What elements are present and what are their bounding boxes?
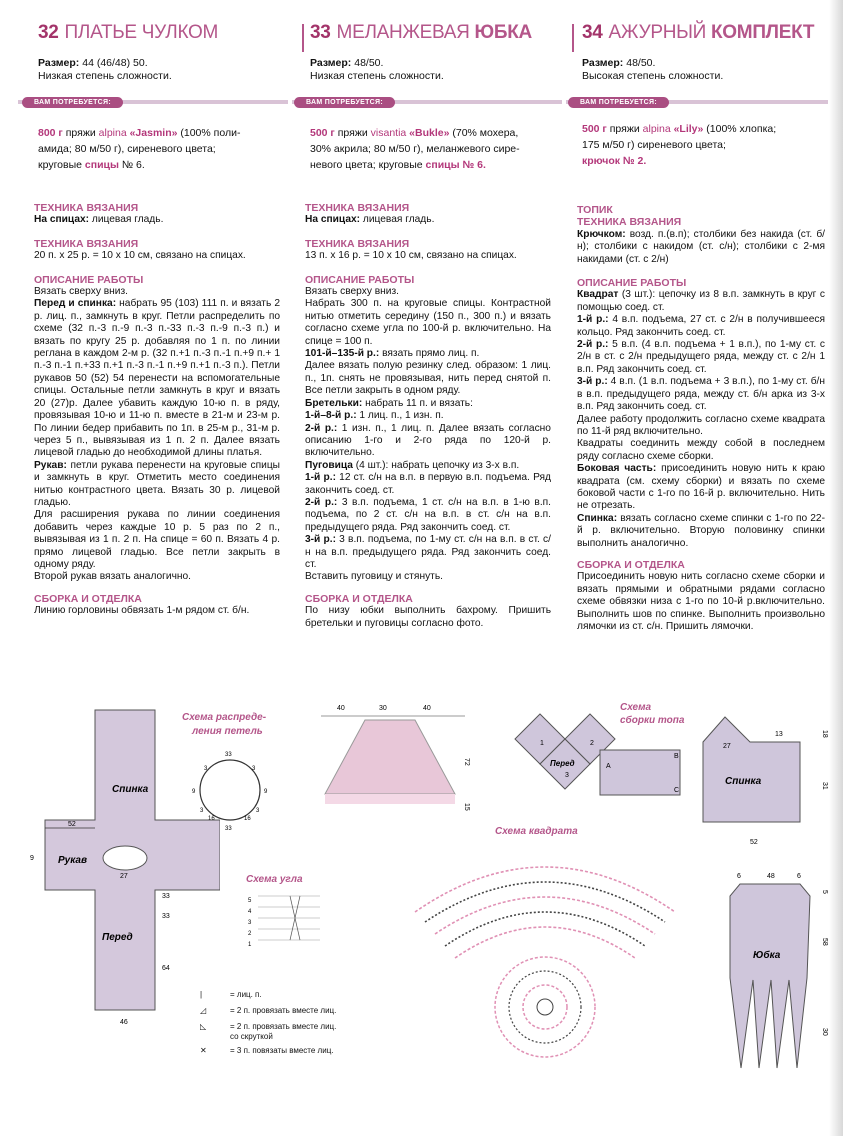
pattern-32-title [38,22,218,44]
square-number: 1 [540,740,544,747]
column-34-body: ТОПИК ТЕХНИКА ВЯЗАНИЯ Крючком: возд. п.(в.п); столбики без накида (ст. б/н); столбики с накидом (ст. с/н); столбики с 2-мя накидами (ст. с 2/н) ОПИСАНИЕ РАБОТЫ Квадрат (3 шт.): цепочку из 8 в.п. замкнуть в круг с помощью соед. ст. 1-й р.: 4 в.п. подъема, 27 ст. с 2/н в получившееся кольцо. Ряд закончить соед. ст. 2-й р.: 5 в.п. (4 в.п. подъема + 1 в.п.), по 1-му ст. с 2/н в ст. с 2/н предыдущего ряда, между ст. с 2/н 1 в.п. Ряд закончить соед. ст. 3-й р.: 4 в.п. (1 в.п. подъема + 3 в.п.), по 1-му ст. б/н в в.п. предыдущего ряда, между ст. б/н арка из 3-х в.п. Ряд закончить соед. ст. Далее работу продолжить согласно схеме квадрата по 11-й ряд включительно. Квадраты соединить между собой в последнем ряду согласно схеме сборки. Боковая часть: присоединить новую нить к краю квадрата (см. схему сборки) и вязать по схеме боковой части с 1-го по 16-й р. включительно. Нить не отрезать. Спинка: вязать согласно схеме спинки с 1-го по 22-й р. включительно. Вторую половинку спинки выполнить аналогично. СБОРКА И ОТДЕЛКА Присоединить новую нить согласно схеме сборки и вязать прямыми и обратными рядами согласно схеме обвязки низа с 1-го по 10-й р.включительно. Выполнить шов по спинке. Выполнить произвольно лямочки из ст. с/н. Пришить лямочки. [577,204,825,632]
section-heading: ТЕХНИКА ВЯЗАНИЯ [577,216,682,229]
section-heading: ТЕХНИКА ВЯЗАНИЯ [34,202,139,214]
count-label: 33 [225,826,232,832]
pattern-number: 34 [582,22,603,43]
section-heading: ОПИСАНИЕ РАБОТЫ [305,273,415,286]
row-number: 4 [248,909,252,915]
point-a: A [606,763,611,770]
title-part: КОМПЛЕКТ [711,22,815,43]
dim-40: 40 [337,705,345,712]
dim-31: 31 [821,782,828,790]
dim-5: 5 [821,890,828,894]
knit-stitch-icon: | [200,990,203,999]
dim-52: 52 [68,821,76,828]
dim-27: 27 [723,743,731,750]
dim-6: 6 [737,873,741,880]
title-part: ЮБКА [474,22,532,43]
size-info: Размер: 48/50. Низкая степень сложности. [310,57,444,82]
section-heading: СБОРКА И ОТДЕЛКА [577,558,685,571]
count-label: 9 [264,789,268,795]
section-heading: ОПИСАНИЕ РАБОТЫ [34,273,144,286]
row-number: 1 [248,942,252,948]
section-heading: СБОРКА И ОТДЕЛКА [305,592,413,605]
dim-33: 33 [162,913,170,920]
dim-27: 27 [120,873,128,880]
materials-text: 800 г пряжи alpina «Jasmin» (100% поли- амида; 80 м/50 г), сиреневого цвета; круговые спицы № 6. [38,127,241,171]
diagram-title: ления петель [192,726,263,737]
pattern-33-title [310,22,532,44]
dim-48: 48 [767,873,775,880]
dim-33: 33 [162,893,170,900]
count-label: 3 [200,808,204,814]
pattern-number: 33 [310,22,331,43]
count-label: 3 [256,808,260,814]
section-heading: ТЕХНИКА ВЯЗАНИЯ [305,237,410,250]
count-label: 16 [244,816,251,822]
materials-text: 500 г пряжи alpina «Lily» (100% хлопка; 175 м/50 г) сиреневого цвета; крючок № 2. [582,123,777,167]
knit-three-together-icon: ✕ [200,1046,207,1055]
diagram-title: Схема квадрата [495,826,578,837]
dim-18: 18 [821,730,828,738]
count-label: 9 [192,789,196,795]
count-label: 3 [204,766,208,772]
dim-64: 64 [162,965,170,972]
symbol-legend: | = лиц. п. ◿ = 2 п. провязать вместе лиц. ◺ = 2 п. провязать вместе лиц. со скруткой ✕ = 3 п. повязаты вместе лиц. [200,990,336,1062]
count-label: 16 [208,816,215,822]
back-label: Спинка [112,784,149,795]
header-divider [302,24,304,52]
title-part: АЖУРНЫЙ [608,22,707,43]
row-number: 5 [248,898,252,904]
materials-badge: ВАМ ПОТРЕБУЕТСЯ: [22,97,123,108]
pattern-number: 32 [38,22,59,43]
section-heading: ТОПИК [577,204,613,216]
pattern-34-title [582,22,814,44]
dim-9: 9 [30,855,34,862]
diagram-title: Схема распреде- [182,712,267,723]
section-heading: ОПИСАНИЕ РАБОТЫ [577,277,687,290]
corner-scheme-diagram [240,870,330,950]
front-label: Перед [102,932,133,943]
skirt-pattern-diagram [725,868,835,1088]
dim-30: 30 [821,1028,828,1036]
top-assembly-diagram [510,700,700,820]
dim-30: 30 [379,705,387,712]
top-back-diagram [695,712,835,852]
square-number: 2 [590,740,594,747]
size-info: Размер: 48/50. Высокая степень сложности. [582,57,724,82]
square-crochet-chart [395,822,695,1067]
size-info: Размер: 44 (46/48) 50. Низкая степень сложности. [38,57,172,82]
diagram-title: сборки топа [620,715,685,726]
row-number: 2 [248,931,252,937]
column-32-body: ТЕХНИКА ВЯЗАНИЯ На спицах: лицевая гладь. ТЕХНИКА ВЯЗАНИЯ 20 п. х 25 р. = 10 х 10 см, связано на спицах. ОПИСАНИЕ РАБОТЫ Вязать сверху вниз. Перед и спинка: набрать 95 (103) 111 п. и вязать 2 р. лиц. п., замкнуть в круг. Петли распределить по схеме (32 п.-3 п.-9 п.-3 п.-33 п.-3 п.-9 п.-3 п.) и вязать по кругу 25 р. добавляя по 1 п. по линии реглана в каждом 2-м р. (32 п.+1 п.-3 п.-1 п.+9 п.+ 1 п.-3 п.-1 п.+33 п.+1 п.-3 п.-1 п.+9 п.+1 п.-3 п.). Петли рукавов 50 (52) 54 перенести на вспомогательные спицы. Остальные петли замкнуть в круг и вязать 20 (27)р. Далее убавить каждую 10-ю п. в ряду, провязывая 10-ю и 11-ю п. вместе в 21-м и 23-м р. По линии бедер прибавить по 1п. в 25-м р., 31-м р. через 5 п., вывязывая из 1 п. 2 п. Далее вязать лицевой гладью до необходимой длины платья. Рукав: петли рукава перенести на круговые спицы и замкнуть в круг. Отметить место соединения нитью контрастного цвета. Вязать 30 р. лицевой гладью. Для расширения рукава по линии соединения добавить через каждые 10 р. 5 раз по 2 п., вывязывая из 1 п. 2 п. На спице = 60 п. Вязать 4 р. прямо лицевой гладью. Все петли закрыть в одному ряду. Второй рукав вязать аналогично. СБОРКА И ОТДЕЛКА Линию горловины обвязать 1-м рядом ст. б/н. [34,202,280,617]
title-part: МЕЛАНЖЕВАЯ [336,22,470,43]
stitch-distribution-diagram [170,708,300,838]
dim-46: 46 [120,1019,128,1026]
skirt-label: Юбка [753,950,781,961]
materials-badge: ВАМ ПОТРЕБУЕТСЯ: [568,97,669,108]
knit-two-together-icon: ◿ [200,1006,207,1015]
back-label: Спинка [725,776,762,787]
section-heading: ТЕХНИКА ВЯЗАНИЯ [34,237,139,250]
diagram-title: Схема [620,702,652,713]
dim-6: 6 [797,873,801,880]
title-part: ПЛАТЬЕ [64,22,137,43]
row-number: 3 [248,920,252,926]
dim-40: 40 [423,705,431,712]
dim-13: 13 [775,731,783,738]
column-33-body: ТЕХНИКА ВЯЗАНИЯ На спицах: лицевая гладь. ТЕХНИКА ВЯЗАНИЯ 13 п. х 16 р. = 10 х 10 см, связано на спицах. ОПИСАНИЕ РАБОТЫ Вязать сверху вниз. Набрать 300 п. на круговые спицы. Контрастной нитью отметить середину (150 п., 300 п.) и вязать согласно схеме угла по 100-й р. включительно. На спице = 100 п. 101-й–135-й р.: вязать прямо лиц. п. Далее вязать полую резинку след. образом: 1 лиц. п., 1п. снять не провязывая, нить перед снятой п. Все петли закрыть в одном ряду. Бретельки: набрать 11 п. и вязать: 1-й–8-й р.: 1 лиц. п., 1 изн. п. 2-й р.: 1 изн. п., 1 лиц. п. Далее вязать согласно описанию 1-го и 2-го ряда по 120-й р. включительно. Пуговица (4 шт.): набрать цепочку из 3-х в.п. 1-й р.: 12 ст. с/н на в.п. в первую в.п. подъема. Ряд закончить соед. ст. 2-й р.: 3 в.п. подъема, 1 ст. с/н на в.п. в 1-ю в.п. подъема, по 2 ст. с/н на в.п. в ст. с/н на в.п. предыдущего ряда. Ряд закончить соед. ст. 3-й р.: 3 в.п. подъема, по 1-му ст. с/н на в.п. в ст. с/н на в.п. предыдущего ряда. Ряд закончить соед. ст. Вставить пуговицу и стянуть. СБОРКА И ОТДЕЛКА По низу юбки выполнить бахрому. Пришить бретельки и пуговицы согласно фото. [305,202,551,629]
dim-52: 52 [750,839,758,846]
square-number: 3 [565,772,569,779]
point-c: C [674,787,680,794]
materials-text: 500 г пряжи visantia «Bukle» (70% мохера, 30% акрила; 80 м/50 г), меланжевого сире- невого цвета; круговые спицы № 6. [310,127,520,171]
dim-15: 15 [463,803,470,811]
front-label: Перед [550,759,575,768]
count-label: 33 [225,752,232,758]
title-part: ЧУЛКОМ [141,22,219,43]
point-b: B [674,753,679,760]
dim-72: 72 [463,758,470,766]
section-heading: ТЕХНИКА ВЯЗАНИЯ [305,202,410,214]
sleeve-label: Рукав [58,855,88,866]
skirt-diagram [315,698,475,818]
diagram-title: Схема угла [246,874,303,885]
count-label: 3 [252,766,256,772]
header-divider [572,24,574,52]
page-edge-shadow [829,0,843,1136]
knit-two-twisted-icon: ◺ [200,1022,207,1031]
section-heading: СБОРКА И ОТДЕЛКА [34,592,142,605]
materials-badge: ВАМ ПОТРЕБУЕТСЯ: [294,97,395,108]
dim-58: 58 [821,938,828,946]
